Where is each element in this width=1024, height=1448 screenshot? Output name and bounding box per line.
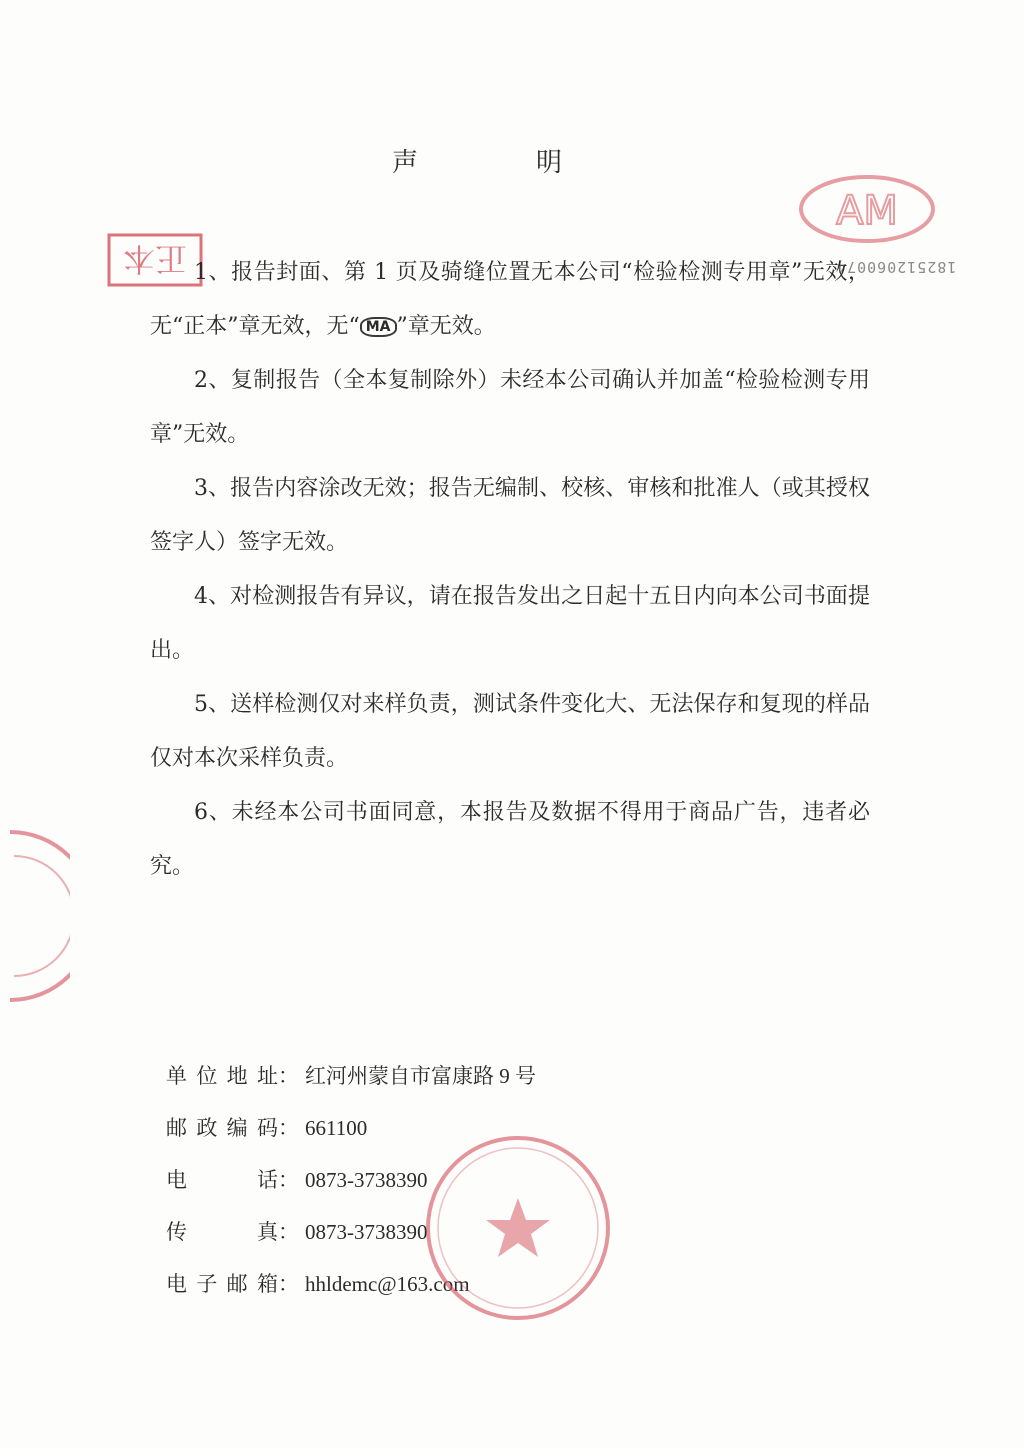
- contact-email: [166, 1258, 536, 1310]
- clause-1-text-end: ”章无效。: [396, 314, 496, 339]
- postcode-value: 661100: [305, 1116, 368, 1140]
- email-value: hhldemc@163.com: [305, 1272, 470, 1296]
- cma-stamp: [796, 172, 938, 246]
- phone-value: 0873-3738390: [305, 1168, 428, 1192]
- svg-text:AM: AM: [836, 188, 898, 234]
- address-colon: ：: [278, 1064, 299, 1088]
- phone-colon: ：: [278, 1168, 299, 1192]
- contact-fax: [166, 1206, 536, 1258]
- postcode-label: 邮政编码: [166, 1116, 278, 1140]
- contact-block: [166, 1050, 536, 1310]
- fax-colon: ：: [278, 1220, 299, 1244]
- clause-1-text: 1、报告封面、第 1 页及骑缝位置无本公司“检验检测专用章”无效，无“正本”章无效，无“: [150, 260, 870, 339]
- clause-5: 5、送样检测仅对来样负责，测试条件变化大、无法保存和复现的样品仅对本次采样负责。: [150, 692, 870, 771]
- clause-4: 4、对检测报告有异议，请在报告发出之日起十五日内向本公司书面提出。: [150, 584, 870, 663]
- phone-label: 电 话: [166, 1168, 278, 1192]
- postcode-colon: ：: [278, 1116, 299, 1140]
- email-colon: ：: [278, 1272, 299, 1296]
- seam-stamp: [0, 826, 70, 1006]
- declaration-clauses: [150, 246, 870, 894]
- clause-6: 6、未经本公司书面同意，本报告及数据不得用于商品广告，违者必究。: [150, 800, 870, 879]
- serial-number: 182512060074: [836, 258, 957, 276]
- contact-address: [166, 1050, 536, 1102]
- page-title: 声 明: [391, 148, 608, 178]
- clause-1: [150, 246, 870, 354]
- clause-2: 2、复制报告（全本复制除外）未经本公司确认并加盖“检验检测专用章”无效。: [150, 368, 870, 447]
- email-label: 电子邮箱: [166, 1272, 278, 1296]
- cma-mark-icon: MA: [360, 317, 397, 337]
- contact-phone: [166, 1154, 536, 1206]
- clause-3: 3、报告内容涂改无效；报告无编制、校核、审核和批准人（或其授权签字人）签字无效。: [150, 476, 870, 555]
- address-value: 红河州蒙自市富康路 9 号: [305, 1064, 536, 1088]
- svg-text:正本: 正本: [122, 240, 188, 278]
- fax-label: 传 真: [166, 1220, 278, 1244]
- fax-value: 0873-3738390: [305, 1220, 428, 1244]
- contact-postcode: [166, 1102, 536, 1154]
- address-label: 单位地址: [166, 1064, 278, 1088]
